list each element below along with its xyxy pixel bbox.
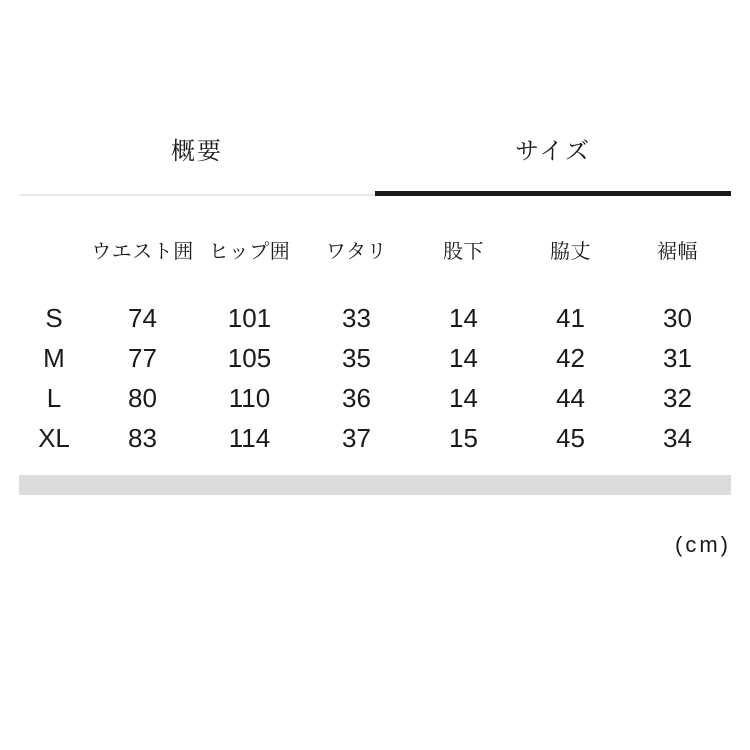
measurement-value: 42 [556, 342, 585, 373]
column-header-side-length: 脇丈 [550, 241, 591, 263]
column-header-hip: ヒップ囲 [208, 241, 291, 263]
size-table-header-row [19, 239, 731, 265]
measurement-value: 33 [342, 302, 371, 333]
measurement-value: 31 [663, 342, 692, 373]
size-label: S [45, 302, 63, 333]
measurement-value: 74 [128, 302, 157, 333]
column-header-waist: ウエスト囲 [91, 241, 194, 263]
size-label: M [43, 342, 65, 373]
tab-bar [19, 138, 731, 196]
measurement-value: 101 [227, 302, 272, 333]
table-row-xl [19, 418, 731, 458]
separator-bar [19, 475, 731, 495]
measurement-value: 15 [449, 422, 478, 453]
measurement-value: 45 [556, 422, 585, 453]
measurement-value: 14 [449, 382, 478, 413]
tab-size[interactable]: サイズ [375, 138, 731, 196]
measurement-value: 41 [556, 302, 585, 333]
size-table [19, 239, 731, 458]
size-label: XL [38, 422, 70, 453]
column-header-hem-width: 裾幅 [657, 241, 698, 263]
tab-overview[interactable]: 概要 [19, 138, 375, 196]
column-header-inseam: 股下 [443, 241, 484, 263]
measurement-value: 35 [342, 342, 371, 373]
table-row-s [19, 298, 731, 338]
measurement-value: 80 [128, 382, 157, 413]
measurement-value: 105 [227, 342, 272, 373]
measurement-value: 32 [663, 382, 692, 413]
table-row-m [19, 338, 731, 378]
measurement-value: 77 [128, 342, 157, 373]
size-label: L [46, 382, 62, 413]
measurement-value: 37 [342, 422, 371, 453]
measurement-value: 44 [556, 382, 585, 413]
measurement-value: 114 [228, 422, 271, 453]
measurement-value: 110 [228, 382, 271, 413]
table-row-l [19, 378, 731, 418]
measurement-value: 83 [128, 422, 157, 453]
measurement-value: 36 [342, 382, 371, 413]
measurement-value: 34 [663, 422, 692, 453]
column-header-thigh: ワタリ [325, 241, 388, 263]
measurement-value: 14 [449, 302, 478, 333]
unit-label: (cm) [675, 532, 731, 557]
measurement-value: 14 [449, 342, 478, 373]
measurement-value: 30 [663, 302, 692, 333]
